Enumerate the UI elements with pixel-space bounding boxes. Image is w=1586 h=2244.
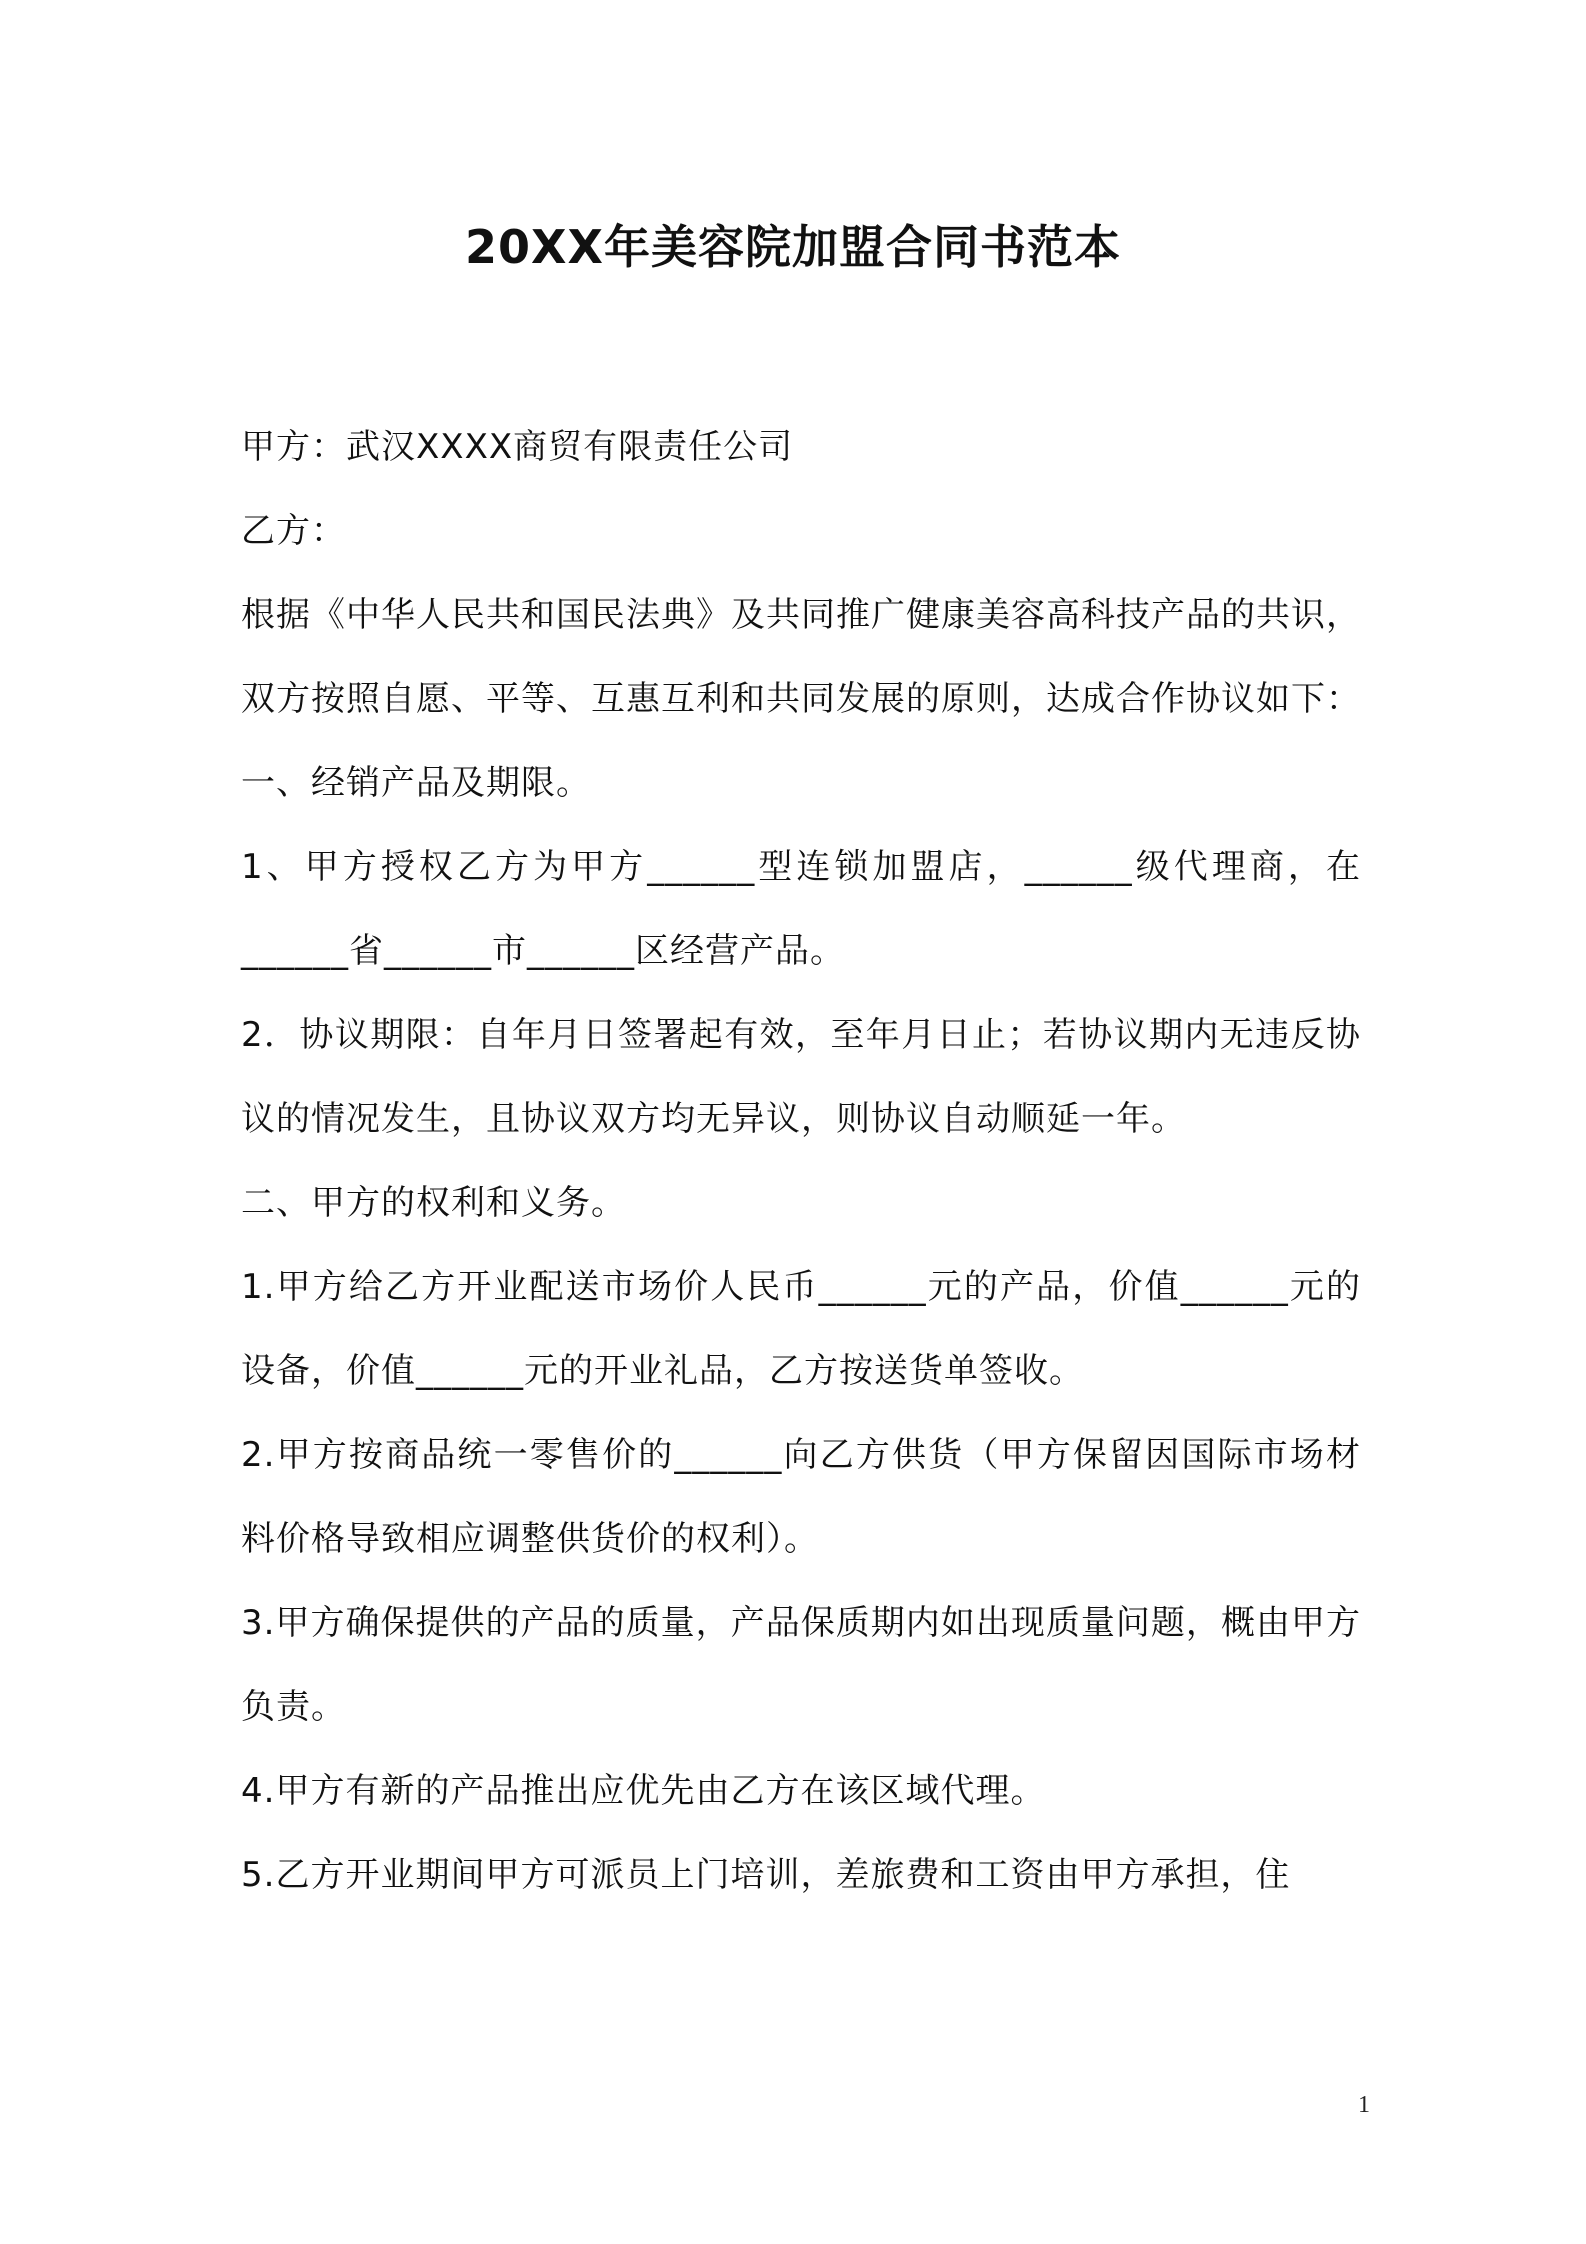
preamble-paragraph: 根据《中华人民共和国民法典》及共同推广健康美容高科技产品的共识，双方按照自愿、平等、互惠互利和共同发展的原则，达成合作协议如下： xyxy=(241,595,1361,719)
party-b-line: 乙方： xyxy=(241,511,346,551)
clause-1-1: 1、甲方授权乙方为甲方______型连锁加盟店，______级代理商，在______省______市______区经营产品。 xyxy=(241,847,1361,971)
section-heading-2: 二、甲方的权利和义务。 xyxy=(241,1183,626,1223)
document-title: 20XX年美容院加盟合同书范本 xyxy=(465,220,1121,274)
clause-2-3: 3.甲方确保提供的产品的质量，产品保质期内如出现质量问题，概由甲方负责。 xyxy=(241,1603,1361,1727)
clause-1-2: 2．协议期限：自年月日签署起有效，至年月日止；若协议期内无违反协议的情况发生，且协议双方均无异议，则协议自动顺延一年。 xyxy=(241,1015,1361,1139)
party-a-line: 甲方：武汉XXXX商贸有限责任公司 xyxy=(241,427,794,467)
clause-2-2: 2.甲方按商品统一零售价的______向乙方供货（甲方保留因国际市场材料价格导致相应调整供货价的权利）。 xyxy=(241,1435,1361,1559)
clause-2-4: 4.甲方有新的产品推出应优先由乙方在该区域代理。 xyxy=(241,1771,1046,1811)
section-heading-1: 一、经销产品及期限。 xyxy=(241,763,591,803)
clause-2-5: 5.乙方开业期间甲方可派员上门培训，差旅费和工资由甲方承担，住 xyxy=(241,1855,1291,1895)
clause-2-1: 1.甲方给乙方开业配送市场价人民币______元的产品，价值______元的设备，价值______元的开业礼品，乙方按送货单签收。 xyxy=(241,1267,1361,1391)
document-body xyxy=(241,405,1361,1917)
page-number: 1 xyxy=(1358,2092,1370,2118)
